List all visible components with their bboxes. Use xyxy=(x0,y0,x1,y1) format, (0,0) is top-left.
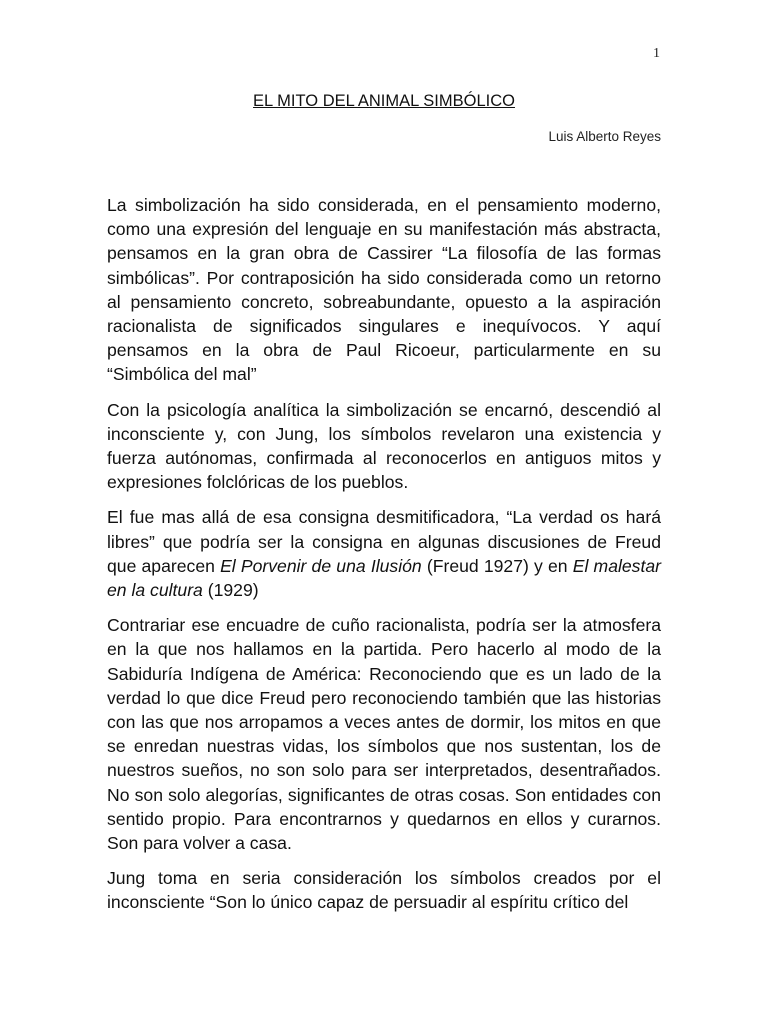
paragraph-3-text-1: El fue mas allá de esa consigna desmitificadora, “La verdad os hará libres” que podría ser la consigna en algunas discusiones de Freud que aparecen xyxy=(107,507,661,576)
paragraph-2: Con la psicología analítica la simbolización se encarnó, descendió al inconsciente y, con Jung, los símbolos revelaron una existencia y fuerza autónomas, confirmada al reconocerlos en antiguos mitos y expresiones folclóricas de los pueblos. xyxy=(107,399,661,493)
document-title: EL MITO DEL ANIMAL SIMBÓLICO xyxy=(253,92,515,110)
paragraph-5: Jung toma en seria consideración los símbolos creados por el inconsciente “Son lo único capaz de persuadir al espíritu crítico del xyxy=(107,868,661,913)
book-title-porvenir: El Porvenir de una Ilusión xyxy=(220,555,422,576)
paragraph-1: La simbolización ha sido considerada, en el pensamiento moderno, como una expresión del lenguaje en su manifestación más abstracta, pensamos en la gran obra de Cassirer “La filosofía de las formas simbólicas”. Por contraposición ha sido considerada como un retorno al pensamiento concreto, sobreabundante, opuesto a la aspiración racionalista de significados singulares e inequívocos. Y aquí pensamos en la obra de Paul Ricoeur, particularmente en su “Simbólica del mal” xyxy=(107,195,661,385)
paragraph-4: Contrariar ese encuadre de cuño racionalista, podría ser la atmosfera en la que nos hallamos en la partida. Pero hacerlo al modo de la Sabiduría Indígena de América: Reconociendo que es un lado de la verdad lo que dice Freud pero reconociendo también que las historias con las que nos arropamos a veces antes de dormir, los mitos en que se enredan nuestras vidas, los símbolos que nos sustentan, los de nuestros sueños, no son solo para ser interpretados, desentrañados. No son solo alegorías, significantes de otras cosas. Son entidades con sentido propio. Para encontrarnos y quedarnos en ellos y curarnos. Son para volver a casa. xyxy=(107,615,661,854)
body-text xyxy=(107,193,661,926)
paragraph-3-text-3: (1929) xyxy=(202,580,259,601)
paragraph-3-text-2: (Freud 1927) y en xyxy=(421,555,573,576)
paragraph-3 xyxy=(107,505,661,602)
book-title-malestar: El malestar en la cultura xyxy=(107,555,661,601)
author-name: Luis Alberto Reyes xyxy=(548,129,661,144)
page-number: 1 xyxy=(653,46,660,61)
